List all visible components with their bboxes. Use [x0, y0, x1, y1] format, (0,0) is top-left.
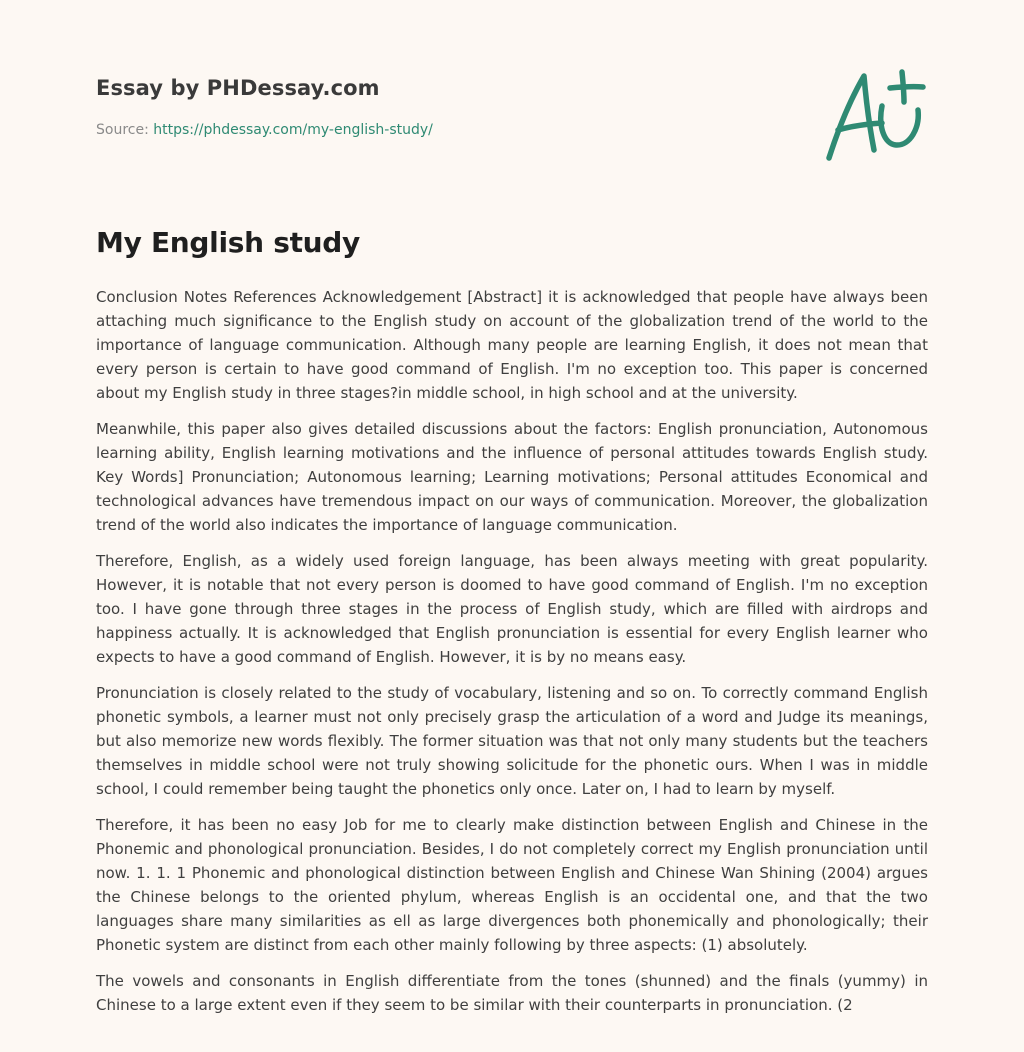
article-title: My English study	[96, 226, 360, 259]
source-link[interactable]: https://phdessay.com/my-english-study/	[153, 122, 433, 138]
paragraph-6: The vowels and consonants in English differentiate from the tones (shunned) and the finals (yummy) in Chinese to a large extent even if they seem to be similar with their counterparts in pronunciation. (2	[96, 972, 928, 1014]
paragraph-2: Meanwhile, this paper also gives detailed discussions about the factors: English pronunciation, Autonomous learning ability, English learning motivations and the influence of personal attitudes towards English study. Key Words] Pronunciation; Autonomous learning; Learning motivations; Personal attitudes Economical and technological advances have tremendous impact on our ways of communication. Moreover, the globalization trend of the world also indicates the importance of language communication.	[96, 420, 928, 534]
essay-header	[96, 76, 796, 138]
paragraph-3: Therefore, English, as a widely used foreign language, has been always meeting with great popularity. However, it is notable that not every person is doomed to have good command of English. I'm no exception too. I have gone through three stages in the process of English study, which are filled with airdrops and happiness actually. It is acknowledged that English pronunciation is essential for every English learner who expects to have a good command of English. However, it is by no means easy.	[96, 552, 928, 666]
paragraph-1: Conclusion Notes References Acknowledgement [Abstract] it is acknowledged that people have always been attaching much significance to the English study on account of the globalization trend of the world to the importance of language communication. Although many people are learning English, it does not mean that every person is certain to have good command of English. I'm no exception too. This paper is concerned about my English study in three stages?in middle school, in high school and at the university.	[96, 288, 928, 402]
a-plus-logo-icon	[820, 66, 930, 166]
paragraph-5: Therefore, it has been no easy Job for me to clearly make distinction between English and Chinese in the Phonemic and phonological pronunciation. Besides, I do not completely correct my English pronunciation until now. 1. 1. 1 Phonemic and phonological distinction between English and Chinese Wan Shining (2004) argues the Chinese belongs to the oriented phylum, whereas English is an occidental one, and that the two languages share many similarities as ell as large divergences both phonemically and phonologically; their Phonetic system are distinct from each other mainly following by three aspects: (1) absolutely.	[96, 816, 928, 954]
source-line	[96, 122, 796, 138]
paragraph-4: Pronunciation is closely related to the study of vocabulary, listening and so on. To correctly command English phonetic symbols, a learner must not only precisely grasp the articulation of a word and Judge its meanings, but also memorize new words flexibly. The former situation was that not only many students but the teachers themselves in middle school were not truly showing solicitude for the phonetic ours. When I was in middle school, I could remember being taught the phonetics only once. Later on, I had to learn by myself.	[96, 684, 928, 798]
brand-title: Essay by PHDessay.com	[96, 76, 380, 100]
article-body	[96, 285, 928, 1029]
source-label: Source:	[96, 122, 154, 138]
